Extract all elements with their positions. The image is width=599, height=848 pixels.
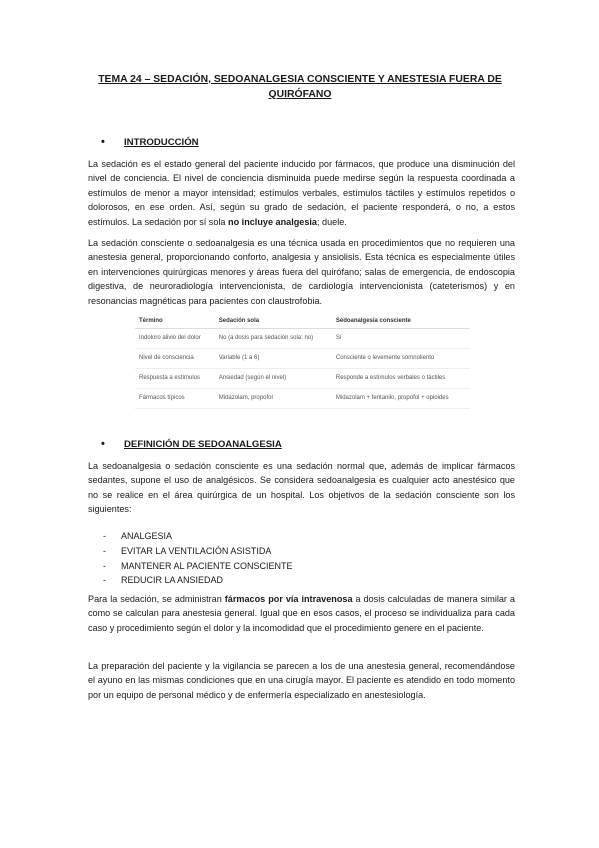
intro-paragraph-1 — [88, 157, 515, 229]
intro-p1-end: ; duele. — [316, 216, 347, 227]
table-header-row — [135, 316, 470, 329]
intro-p1-text: La sedación es el estado general del paciente inducido por fármacos, que produce una disminución del nivel de conciencia. El nivel de conciencia disminuida puede medirse según la respuesta coordinada a estímulos de menor a mayor intensidad; estímulos verbales, estímulos táctiles y estímulos repetidos o dolorosos, en ese orden. Así, según su grado de sedación, el paciente responderá, o no, a estos estímulos. La sedación por sí sola — [88, 159, 515, 227]
document-title — [90, 72, 510, 102]
title-line-1: TEMA 24 – SEDACIÓN, SEDOANALGESIA CONSCIENTE Y ANESTESIA FUERA DE — [98, 74, 502, 85]
list-item-text: REDUCIR LA ANSIEDAD — [121, 575, 224, 586]
definition-paragraph-1: La sedoanalgesia o sedación consciente es una sedación normal que, además de implicar fármacos sedantes, supone el uso de analgésicos. Se considera sedoanalgesia es cualquier acto anestésico que no se realice en el área quirúrgica de un hospital. Los objetivos de la sedación consciente son los siguientes: — [88, 461, 515, 515]
list-item — [103, 529, 293, 544]
intro-p1-bold: no incluye analgesia — [228, 216, 317, 227]
bullet-icon: • — [101, 438, 105, 450]
table-cell: Indoloro alivio del dolor — [135, 329, 215, 349]
def-p2-text: Para la sedación, se administran — [88, 594, 225, 604]
section-heading-label: DEFINICIÓN DE SEDOANALGESIA — [124, 439, 282, 450]
table-header-cell: Término — [135, 316, 215, 329]
table-row — [135, 329, 470, 349]
bullet-icon: • — [101, 136, 105, 148]
table-cell: No (a dosis para sedación sola: no) — [215, 329, 332, 349]
dash-marker: - — [103, 531, 106, 541]
list-item-text: EVITAR LA VENTILACIÓN ASISTIDA — [121, 545, 272, 556]
table-cell: Consciente o levemente somnoliento — [332, 349, 470, 369]
table-cell: Sí — [332, 329, 470, 349]
table-row — [135, 349, 470, 369]
dash-marker: - — [103, 575, 106, 586]
table-header-cell: Sedoanalgesia consciente — [332, 316, 470, 329]
section-heading-introduccion — [101, 137, 199, 148]
def-p2-bold: fármacos por vía intravenosa — [224, 594, 353, 604]
table-cell: Variable (1 a 6) — [215, 349, 332, 369]
table-header-cell: Sedación sola — [215, 316, 332, 329]
def-p2-end: a dosis calculadas de manera similar a como se calculan para anestesia general. Igual que en esos casos, el proceso se individualiza para cada caso y procedimiento según el dolor y la incomodidad que el procedimiento genere en el paciente. — [88, 594, 515, 633]
table-row — [135, 389, 470, 409]
table-cell: Midazolam, propofol — [215, 389, 332, 409]
table-cell: Midazolam + fentanilo, propofol + opioides — [332, 389, 470, 409]
table-cell: Fármacos típicos — [135, 389, 215, 409]
list-item — [103, 559, 293, 574]
list-item — [103, 544, 293, 559]
list-item-text: ANALGESIA — [121, 531, 173, 541]
definition-paragraph-3: La preparación del paciente y la vigilancia se parecen a los de una anestesia general, recomendándose el ayuno en las mismas condiciones que en una cirugía mayor. El paciente es atendido en todo momento por un equipo de personal médico y de enfermería especializado en anestesiología. — [88, 661, 515, 700]
table-cell: Responde a estímulos verbales o táctiles — [332, 369, 470, 389]
title-line-2: QUIRÓFANO — [268, 89, 332, 100]
definition-paragraph-2 — [88, 592, 515, 635]
table-cell: Respuesta a estímulos — [135, 369, 215, 389]
intro-paragraph-2: La sedación consciente o sedoanalgesia es una técnica usada en procedimientos que no requieren una anestesia general, proporcionando conforto, analgesia y ansiolisis. Esta técnica es especialmente útiles en intervenciones quirúrgicas menores y áreas fuera del quirófano; salas de emergencia, de endoscopia digestiva, de neuroradiología intervencionista, de cardiología intervencionista (cateterismos) y en resonancias magnéticas para pacientes con claustrofobia. — [88, 238, 515, 306]
table-cell: Nivel de consciencia — [135, 349, 215, 369]
list-item — [103, 573, 293, 588]
dash-marker: - — [103, 560, 106, 571]
list-item-text: MANTENER AL PACIENTE CONSCIENTE — [121, 560, 293, 571]
table-row — [135, 369, 470, 389]
section-heading-definicion — [101, 439, 282, 450]
table-cell: Ansiedad (según el nivel) — [215, 369, 332, 389]
objectives-list — [103, 529, 293, 588]
comparison-table — [135, 316, 470, 409]
dash-marker: - — [103, 545, 106, 556]
section-heading-label: INTRODUCCIÓN — [124, 137, 199, 148]
